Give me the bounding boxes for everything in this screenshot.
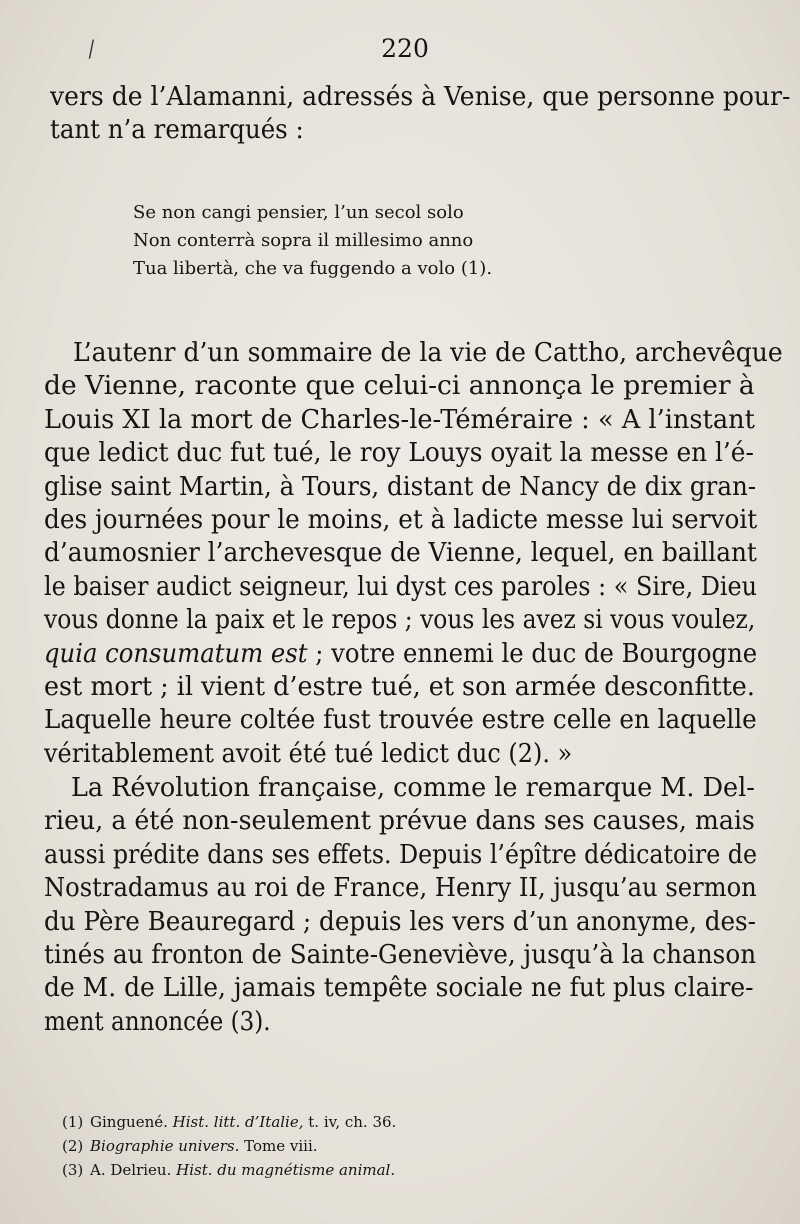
text-line: d’aumosnier l’archevesque de Vienne, lequel, en baillant: [44, 538, 757, 569]
text-line: La Révolution française, comme le remarque M. Del-: [71, 773, 755, 803]
text-line: tinés au fronton de Sainte-Geneviève, jusqu’à la chanson: [44, 940, 757, 970]
text-line: L’autenr d’un sommaire de la vie de Cattho, archevêque: [73, 338, 783, 368]
text-line: tant n’a remarqués :: [50, 115, 304, 145]
pencil-mark: ⁄: [85, 38, 98, 63]
text-line: ment annoncée (3).: [44, 1006, 271, 1037]
text-line: Louis XI la mort de Charles-le-Téméraire : « A l’instant: [44, 404, 755, 435]
verse-line: Se non cangi pensier, l’un secol solo: [133, 202, 464, 223]
text-line: de Vienne, raconte que celui-ci annonça le premier à: [44, 371, 755, 402]
text-line: des journées pour le moins, et à ladicte messe lui servoit: [44, 505, 758, 535]
footnote-number: (1): [62, 1113, 84, 1131]
verse-line: Tua libertà, che va fuggendo a volo (1).: [133, 258, 493, 279]
text-line: du Père Beauregard ; depuis les vers d’un anonyme, des-: [44, 906, 756, 937]
text-line: glise saint Martin, à Tours, distant de Nancy de dix gran-: [44, 471, 757, 502]
text-line: Nostradamus au roi de France, Henry II, jusqu’au sermon: [44, 873, 757, 904]
text-line: vers de l’Alamanni, adressés à Venise, que personne pour-: [50, 82, 791, 112]
text-line: véritablement avoit été tué ledict duc (2). »: [44, 738, 573, 769]
text-line: rieu, a été non-seulement prévue dans ses causes, mais: [44, 806, 755, 837]
text-line: que ledict duc fut tué, le roy Louys oyait la messe en l’é-: [44, 438, 754, 469]
footnote-number: (2): [62, 1137, 84, 1155]
page-number: 220: [381, 34, 429, 63]
footnote: (2) Biographie univers. Tome viii.: [62, 1137, 318, 1155]
verse-line: Non conterrà sopra il millesimo anno: [133, 230, 474, 251]
footnote: (1) Ginguené. Hist. litt. d’Italie, t. iv, ch. 36.: [62, 1113, 397, 1131]
text-line: vous donne la paix et le repos ; vous les avez si vous voulez,: [44, 605, 756, 636]
text-line: de M. de Lille, jamais tempête sociale ne fut plus claire-: [44, 973, 754, 1004]
text-line: quia consumatum est ; votre ennemi le duc de Bourgogne: [44, 638, 758, 669]
footnote: (3) A. Delrieu. Hist. du magnétisme animal.: [62, 1161, 396, 1179]
text-line: aussi prédite dans ses effets. Depuis l’épître dédicatoire de: [44, 839, 758, 870]
text-line: est mort ; il vient d’estre tué, et son armée desconfitte.: [44, 672, 755, 702]
footnote-number: (3): [62, 1161, 84, 1179]
text-line: le baiser audict seigneur, lui dyst ces paroles : « Sire, Dieu: [44, 571, 758, 602]
text-line: Laquelle heure coltée fust trouvée estre celle en laquelle: [44, 705, 757, 736]
